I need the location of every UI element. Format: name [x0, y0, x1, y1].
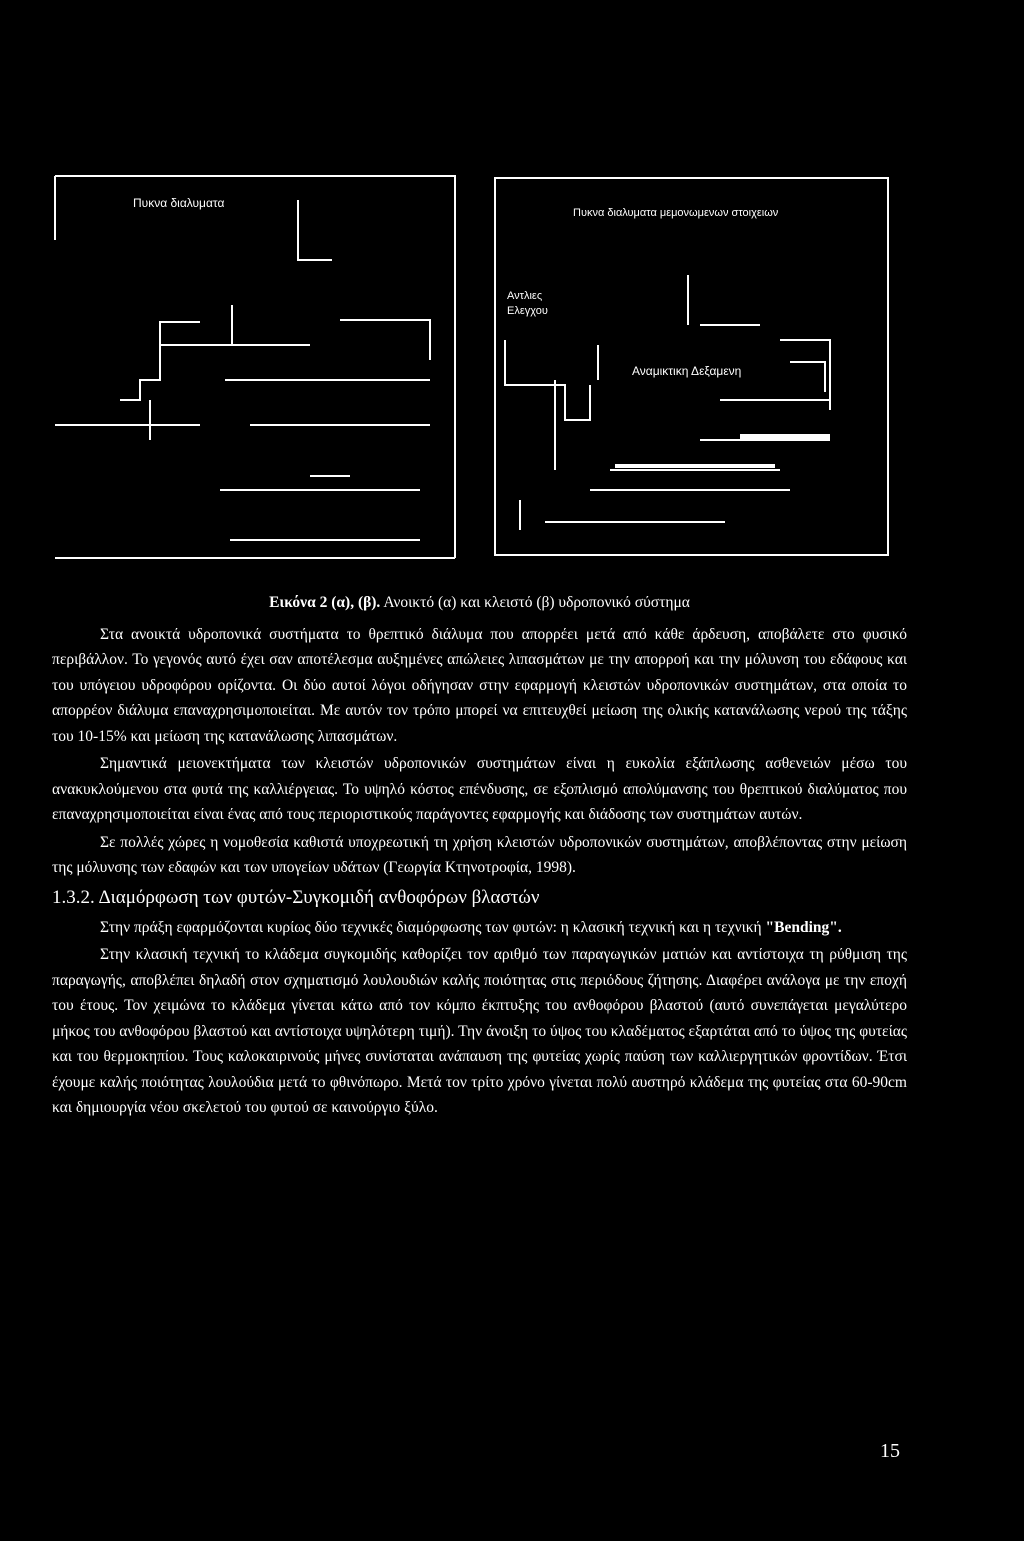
figure-caption [52, 590, 907, 616]
paragraph-techniques [52, 915, 907, 941]
bending-term: "Bending". [765, 918, 842, 936]
paragraph-classic-technique: Στην κλασική τεχνική το κλάδεμα συγκομιδής καθορίζει τον αριθμό των παραγωγικών ματιών και αντίστοιχα τη ρύθμιση της παραγωγής, αποβλέπει δηλαδή στον σχηματισμό λουλουδιών καλής ποιότητας στις περιόδους ζήτησης. Διαφέρει ανάλογα με την εποχή του έτους. Τον χειμώνα το κλάδεμα γίνεται κάτω από τον κόμπο έκπτυξης του ανθοφόρου βλαστού (αυτό συνεπάγεται μεγαλύτερο μήκος του ανθοφόρου βλαστού και αντίστοιχα υψηλότερη τιμή). Την άνοιξη το ύψος του κλαδέματος εξαρτάται από το ύψος της φυτείας και του θερμοκηπίου. Τους καλοκαιρινούς μήνες συνίσταται ανάπαυση της φυτείας χωρίς παύση των καλλιεργητικών φροντίδων. Έτσι έχουμε καλής ποιότητας λουλούδια μετά το φθινόπωρο. Μετά τον τρίτο χρόνο γίνεται πολύ αυστηρό κλάδεμα της φυτείας στα 60-90cm και δημιουργία νέου σκελετού του φυτού σε καινούργιο ξύλο. [52, 946, 907, 1116]
page-number: 15 [880, 1440, 900, 1462]
page-body [52, 590, 907, 1123]
section-heading: 1.3.2. Διαμόρφωση των φυτών-Συγκομιδή ανθοφόρων βλαστών [52, 886, 540, 908]
caption-text: Ανοικτό (α) και κλειστό (β) υδροπονικό σύστημα [380, 594, 690, 611]
techniques-text: Στην πράξη εφαρμόζονται κυρίως δύο τεχνικές διαμόρφωσης των φυτών: η κλασική τεχνική και η τεχνική [100, 918, 766, 936]
hydroponic-systems-figure [0, 0, 1024, 580]
paragraph-disadvantages: Σημαντικά μειονεκτήματα των κλειστών υδροπονικών συστημάτων είναι η ευκολία εξάπλωσης ασθενειών μέσω του ανακυκλούμενου στα φυτά της καλλιέργειας. Το υψηλό κόστος επένδυσης, σε εξοπλισμό απολύμανσης του θρεπτικού διαλύματος που επαναχρησιμοποιείται είναι ένας από τους περιοριστικούς παράγοντες εφαρμογής και διάδοσης των συστημάτων αυτών. [52, 755, 907, 823]
label-dense-single-elements: Πυκνα διαλυματα μεμονωμενων στοιχειων [573, 207, 779, 219]
caption-label: Εικόνα 2 (α), (β). [269, 594, 381, 611]
label-dense-solutions: Πυκνα διαλυματα [133, 196, 225, 210]
label-mixing-tank: Αναμικτικη Δεξαμενη [632, 364, 742, 378]
paragraph-open-systems: Στα ανοικτά υδροπονικά συστήματα το θρεπτικό διάλυμα που απορρέει μετά από κάθε άρδευση, αποβάλετε στο φυσικό περιβάλλον. Το γεγονός αυτό έχει σαν αποτέλεσμα αυξημένες απώλειες λιπασμάτων με την απορροή και την μόλυνση του εδάφους και του υπόγειου υδροφόρου ορίζοντα. Οι δύο αυτοί λόγοι οδήγησαν στην εφαρμογή κλειστών υδροπονικών συστημάτων, στα οποία το απορρέον διάλυμα επαναχρησιμοποιείται. Με αυτόν τον τρόπο μπορεί να επιτευχθεί μείωση της ολικής κατανάλωσης νερού της τάξης του 10-15% και μείωση της κατανάλωσης λιπασμάτων. [52, 625, 907, 745]
label-control: Ελεγχου [507, 305, 548, 317]
label-pumps: Αντλιες [507, 290, 543, 302]
paragraph-legislation: Σε πολλές χώρες η νομοθεσία καθιστά υποχρεωτική τη χρήση κλειστών υδροπονικών συστημάτων, αποβλέποντας στην μείωση της μόλυνσης των εδαφών και των υπογείων υδάτων (Γεωργία Κτηνοτροφία, 1998). [52, 833, 907, 876]
frame-a [55, 176, 455, 558]
